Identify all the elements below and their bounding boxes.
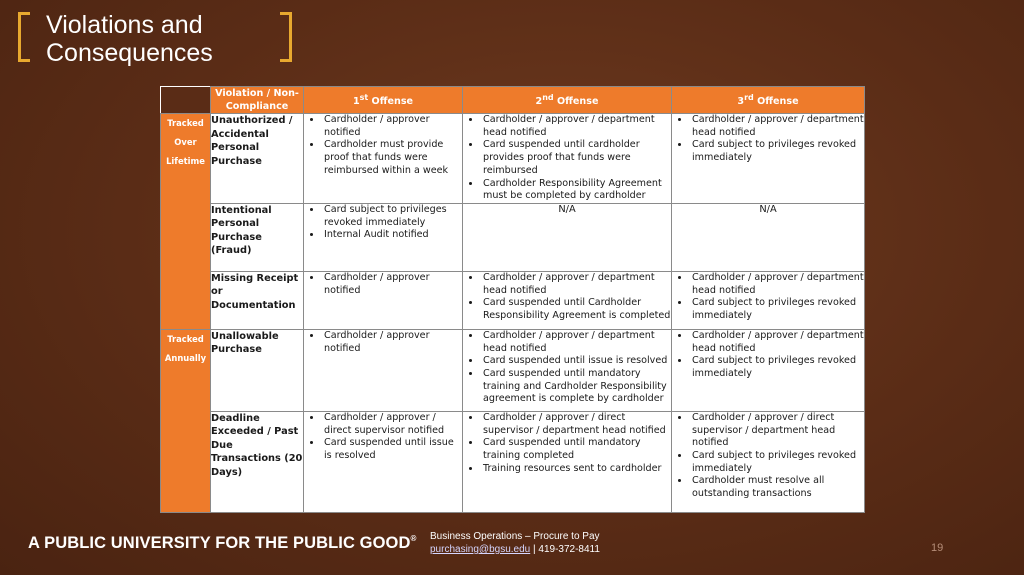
- list-item: • Card subject to privileges revoked immediately: [322, 204, 462, 229]
- list-item: • Card suspended until mandatory training and Cardholder Responsibility agreement is complete by cardholder: [481, 368, 671, 406]
- list-item: • Cardholder / approver / direct supervisor / department head notified: [690, 412, 864, 450]
- table-row: [161, 329, 865, 411]
- list-item: • Cardholder Responsibility Agreement must be completed by cardholder: [481, 178, 671, 203]
- violation-cell: Deadline Exceeded / Past Due Transactions (20 Days): [211, 411, 304, 512]
- list-item: • Training resources sent to cardholder: [481, 463, 671, 476]
- list-item: • Cardholder / approver / direct supervisor notified: [322, 412, 462, 437]
- list-item: • Card suspended until mandatory training completed: [481, 437, 671, 462]
- second-offense-cell: [463, 411, 672, 512]
- trademark-symbol: ®: [410, 534, 417, 543]
- footer-separator: |: [530, 544, 539, 555]
- first-offense-cell: [304, 329, 463, 411]
- third-offense-cell: [672, 411, 865, 512]
- header-second-sup: nd: [542, 93, 554, 103]
- slogan-text: A PUBLIC UNIVERSITY FOR THE PUBLIC GOOD: [28, 534, 411, 552]
- list-item: • Cardholder / approver notified: [322, 114, 462, 139]
- footer-contact: [430, 530, 600, 556]
- title-line-1: Violations and: [46, 11, 203, 39]
- table-header-row: [161, 87, 865, 114]
- header-third-sup: rd: [744, 93, 754, 103]
- first-offense-cell: [304, 271, 463, 329]
- footer-phone: 419-372-8411: [538, 544, 600, 555]
- third-offense-cell: [672, 329, 865, 411]
- list-item: • Cardholder / approver notified: [322, 330, 462, 355]
- table-row: [161, 271, 865, 329]
- list-item: • Cardholder / approver / direct supervisor / department head notified: [481, 412, 671, 437]
- third-offense-cell: [672, 114, 865, 204]
- first-offense-cell: [304, 411, 463, 512]
- slide-title: [46, 11, 213, 67]
- group-label-annually: [161, 329, 211, 512]
- second-offense-cell: [463, 114, 672, 204]
- group-label-lifetime: [161, 114, 211, 330]
- list-item: • Card suspended until cardholder provides proof that funds were reimbursed: [481, 139, 671, 177]
- table-row: [161, 114, 865, 204]
- title-line-2: Consequences: [46, 39, 213, 67]
- list-item: • Cardholder / approver / department head notified: [690, 272, 864, 297]
- list-item: • Cardholder must provide proof that funds were reimbursed within a week: [322, 139, 462, 177]
- right-bracket-decoration: [280, 12, 292, 62]
- list-item: • Cardholder / approver / department head notified: [481, 114, 671, 139]
- header-first-offense: 1st Offense: [304, 87, 463, 114]
- footer-contact-line: [430, 543, 600, 556]
- slide-title-block: [18, 10, 294, 66]
- header-corner: [161, 87, 211, 114]
- header-first-sup: st: [359, 93, 369, 103]
- list-item: • Cardholder / approver notified: [322, 272, 462, 297]
- list-item: • Internal Audit notified: [322, 229, 462, 242]
- list-item: • Card subject to privileges revoked immediately: [690, 139, 864, 164]
- list-item: • Cardholder / approver / department head notified: [481, 272, 671, 297]
- page-number: 19: [931, 542, 944, 554]
- table-row: [161, 411, 865, 512]
- violation-cell: Intentional Personal Purchase (Fraud): [211, 203, 304, 271]
- footer-slogan: [28, 534, 417, 553]
- list-item: • Card suspended until issue is resolved: [322, 437, 462, 462]
- list-item: • Card subject to privileges revoked immediately: [690, 297, 864, 322]
- list-item: • Card suspended until issue is resolved: [481, 355, 671, 368]
- table-row: [161, 203, 865, 271]
- second-offense-na: N/A: [463, 203, 672, 271]
- violation-cell: Unallowable Purchase: [211, 329, 304, 411]
- list-item: • Cardholder / approver / department head notified: [690, 330, 864, 355]
- list-item: • Card suspended until Cardholder Responsibility Agreement is completed: [481, 297, 671, 322]
- header-violation: Violation / Non-Compliance: [211, 87, 304, 114]
- footer-department: Business Operations – Procure to Pay: [430, 531, 600, 542]
- list-item: • Cardholder / approver / department head notified: [690, 114, 864, 139]
- first-offense-cell: [304, 114, 463, 204]
- list-item: • Card subject to privileges revoked immediately: [690, 355, 864, 380]
- email-link[interactable]: purchasing@bgsu.edu: [430, 544, 531, 555]
- list-item: • Cardholder / approver / department head notified: [481, 330, 671, 355]
- left-bracket-decoration: [18, 12, 30, 62]
- third-offense-na: N/A: [672, 203, 865, 271]
- header-third-offense: 3rd Offense: [672, 87, 865, 114]
- list-item: • Cardholder must resolve all outstanding transactions: [690, 475, 864, 500]
- header-second-offense: 2nd Offense: [463, 87, 672, 114]
- violation-cell: Unauthorized / Accidental Personal Purchase: [211, 114, 304, 204]
- group-label-lifetime-text: Tracked Over Lifetime: [166, 118, 205, 166]
- second-offense-cell: [463, 271, 672, 329]
- first-offense-cell: [304, 203, 463, 271]
- list-item: • Card subject to privileges revoked immediately: [690, 450, 864, 475]
- second-offense-cell: [463, 329, 672, 411]
- group-label-annually-text: Tracked Annually: [164, 333, 207, 363]
- violations-table: [160, 86, 865, 513]
- third-offense-cell: [672, 271, 865, 329]
- violation-cell: Missing Receipt or Documentation: [211, 271, 304, 329]
